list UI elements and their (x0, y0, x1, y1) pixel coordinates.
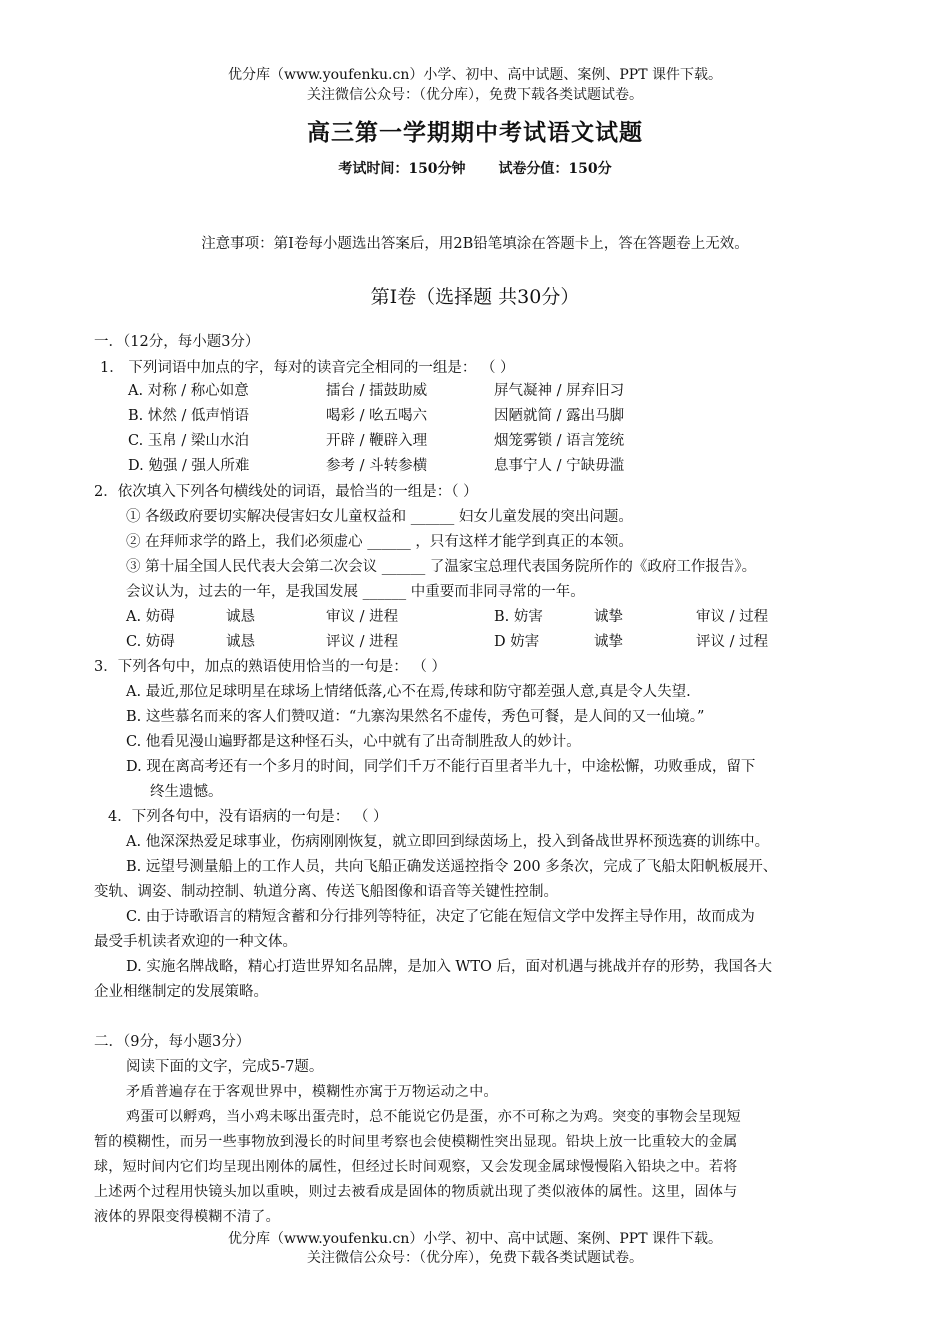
q3-option-c: C. 他看见漫山遍野都是这种怪石头，心中就有了出奇制胜敌人的妙计。 (126, 734, 581, 750)
passage-line-4: 上述两个过程用快镜头加以重映，则过去被看成是固体的物质就出现了类似液体的属性。这里，固体与 (94, 1184, 738, 1200)
q4-option-d-line1: D. 实施名牌战略，精心打造世界知名品牌，是加入 WTO 后，面对机遇与挑战并存的形势，我国各大 (126, 959, 773, 975)
q1-row-b-col2: 喝彩 / 吆五喝六 (326, 408, 428, 424)
q3-option-a: A. 最近,那位足球明星在球场上情绪低落,心不在焉,传球和防守都差强人意,真是令人失望. (126, 684, 691, 700)
q2-sentence-3a: ③ 第十届全国人民代表大会第二次会议 ______ 了温家宝总理代表国务院所作的《政府工作报告》。 (126, 559, 757, 575)
q3-option-d-line1: D. 现在离高考还有一个多月的时间，同学们千万不能行百里者半九十，中途松懈，功败垂成，留下 (126, 759, 756, 775)
q3-option-b: B. 这些慕名而来的客人们赞叹道：“九寨沟果然名不虚传，秀色可餐，是人间的又一仙境。” (126, 709, 705, 725)
section2-heading: 二．（9分，每小题3分） (94, 1034, 251, 1050)
notice: 注意事项：第Ⅰ卷每小题选出答案后，用2B铅笔填涂在答题卡上，答在答题卷上无效。 (201, 236, 749, 252)
q1-row-c-col1: C. 玉帛 / 梁山水泊 (128, 433, 249, 449)
q2-stem: 2．依次填入下列各句横线处的词语，最恰当的一组是：（ ） (94, 484, 478, 500)
q1-row-a-col1: A. 对称 / 称心如意 (128, 383, 249, 399)
q4-option-b-line1: B. 远望号测量船上的工作人员，共向飞船正确发送遥控指令 200 多条次，完成了飞船太阳帆板展开、 (126, 859, 778, 875)
passage-paragraph-1: 矛盾普遍存在于客观世界中，模糊性亦寓于万物运动之中。 (126, 1084, 498, 1100)
q1-row-d-col2: 参考 / 斗转参横 (326, 458, 428, 474)
q2-option-d-3: 评议 / 过程 (696, 634, 769, 650)
q2-option-b-1: B. 妨害 (494, 609, 543, 625)
q4-option-a: A. 他深深热爱足球事业，伤病刚刚恢复，就立即回到绿茵场上，投入到备战世界杯预选赛的训练中。 (126, 834, 770, 850)
q2-sentence-2: ② 在拜师求学的路上，我们必须虚心 ______ ，只有这样才能学到真正的本领。 (126, 534, 633, 550)
q2-option-a-3: 审议 / 进程 (326, 609, 399, 625)
q1-row-a-col3: 屏气凝神 / 屏弃旧习 (494, 383, 625, 399)
q2-option-c-3: 评议 / 进程 (326, 634, 399, 650)
section2-intro: 阅读下面的文字，完成5-7题。 (126, 1059, 324, 1075)
q2-option-a-1: A. 妨碍 (126, 609, 175, 625)
q2-option-b-3: 审议 / 过程 (696, 609, 769, 625)
q4-option-c-line2: 最受手机读者欢迎的一种文体。 (94, 934, 297, 950)
q2-sentence-1: ① 各级政府要切实解决侵害妇女儿童权益和 ______ 妇女儿童发展的突出问题。 (126, 509, 633, 525)
exam-info (0, 158, 950, 178)
volume-title: 第Ⅰ卷（选择题 共30分） (370, 286, 580, 308)
q4-option-d-line2: 企业相继制定的发展策略。 (94, 984, 268, 1000)
q2-option-c-1: C. 妨碍 (126, 634, 175, 650)
page-title: 高三第一学期期中考试语文试题 (307, 119, 643, 146)
q4-stem: 4．下列各句中，没有语病的一句是： （ ） (108, 809, 388, 825)
exam-score: 试卷分值：150分 (498, 161, 612, 177)
passage-line-3: 球，短时间内它们均呈现出刚体的属性，但经过长时间观察，又会发现金属球慢慢陷入铅块之中。若将 (94, 1159, 738, 1175)
q1-row-b-col1: B. 怵然 / 低声悄语 (128, 408, 249, 424)
q1-row-a-col2: 擂台 / 擂鼓助威 (326, 383, 428, 399)
header-line-2: 关注微信公众号：（优分库），免费下载各类试题试卷。 (307, 87, 643, 103)
passage-line-5: 液体的界限变得模糊不清了。 (94, 1209, 280, 1225)
q3-option-d-line2: 终生遗憾。 (150, 784, 223, 800)
q4-option-b-line2: 变轨、调姿、制动控制、轨道分离、传送飞船图像和语音等关键性控制。 (94, 884, 558, 900)
q1-row-d-col1: D. 勉强 / 强人所难 (128, 458, 250, 474)
q2-option-b-2: 诚挚 (594, 609, 623, 625)
q1-row-d-col3: 息事宁人 / 宁缺毋滥 (494, 458, 625, 474)
q1-row-c-col2: 开辟 / 鞭辟入理 (326, 433, 428, 449)
section1-heading: 一．（12分，每小题3分） (94, 334, 260, 350)
q2-option-d-2: 诚挚 (594, 634, 623, 650)
q2-sentence-3b: 会议认为，过去的一年，是我国发展 ______ 中重要而非同寻常的一年。 (126, 584, 585, 600)
q2-option-d-1: D 妨害 (494, 634, 540, 650)
q1-row-c-col3: 烟笼雾锁 / 语言笼统 (494, 433, 625, 449)
exam-time: 考试时间：150分钟 (338, 161, 466, 177)
q2-option-a-2: 诚恳 (226, 609, 255, 625)
q1-stem: 1． 下列词语中加点的字，每对的读音完全相同的一组是： （ ） (100, 360, 515, 376)
footer-line-1: 优分库（www.youfenku.cn）小学、初中、高中试题、案例、PPT 课件下载。 (227, 1231, 722, 1247)
footer-line-2: 关注微信公众号：（优分库），免费下载各类试题试卷。 (307, 1250, 643, 1266)
passage-line-1: 鸡蛋可以孵鸡，当小鸡未啄出蛋壳时，总不能说它仍是蛋，亦不可称之为鸡。突变的事物会呈现短 (126, 1109, 741, 1125)
header-line-1: 优分库（www.youfenku.cn）小学、初中、高中试题、案例、PPT 课件下载。 (227, 67, 722, 83)
q2-option-c-2: 诚恳 (226, 634, 255, 650)
passage-line-2: 暂的模糊性，而另一些事物放到漫长的时间里考察也会使模糊性突出显现。铅块上放一比重较大的金属 (94, 1134, 738, 1150)
q4-option-c-line1: C. 由于诗歌语言的精短含蓄和分行排列等特征，决定了它能在短信文学中发挥主导作用，故而成为 (126, 909, 755, 925)
q1-row-b-col3: 因陋就简 / 露出马脚 (494, 408, 625, 424)
q3-stem: 3．下列各句中，加点的熟语使用恰当的一句是： （ ） (94, 659, 446, 675)
